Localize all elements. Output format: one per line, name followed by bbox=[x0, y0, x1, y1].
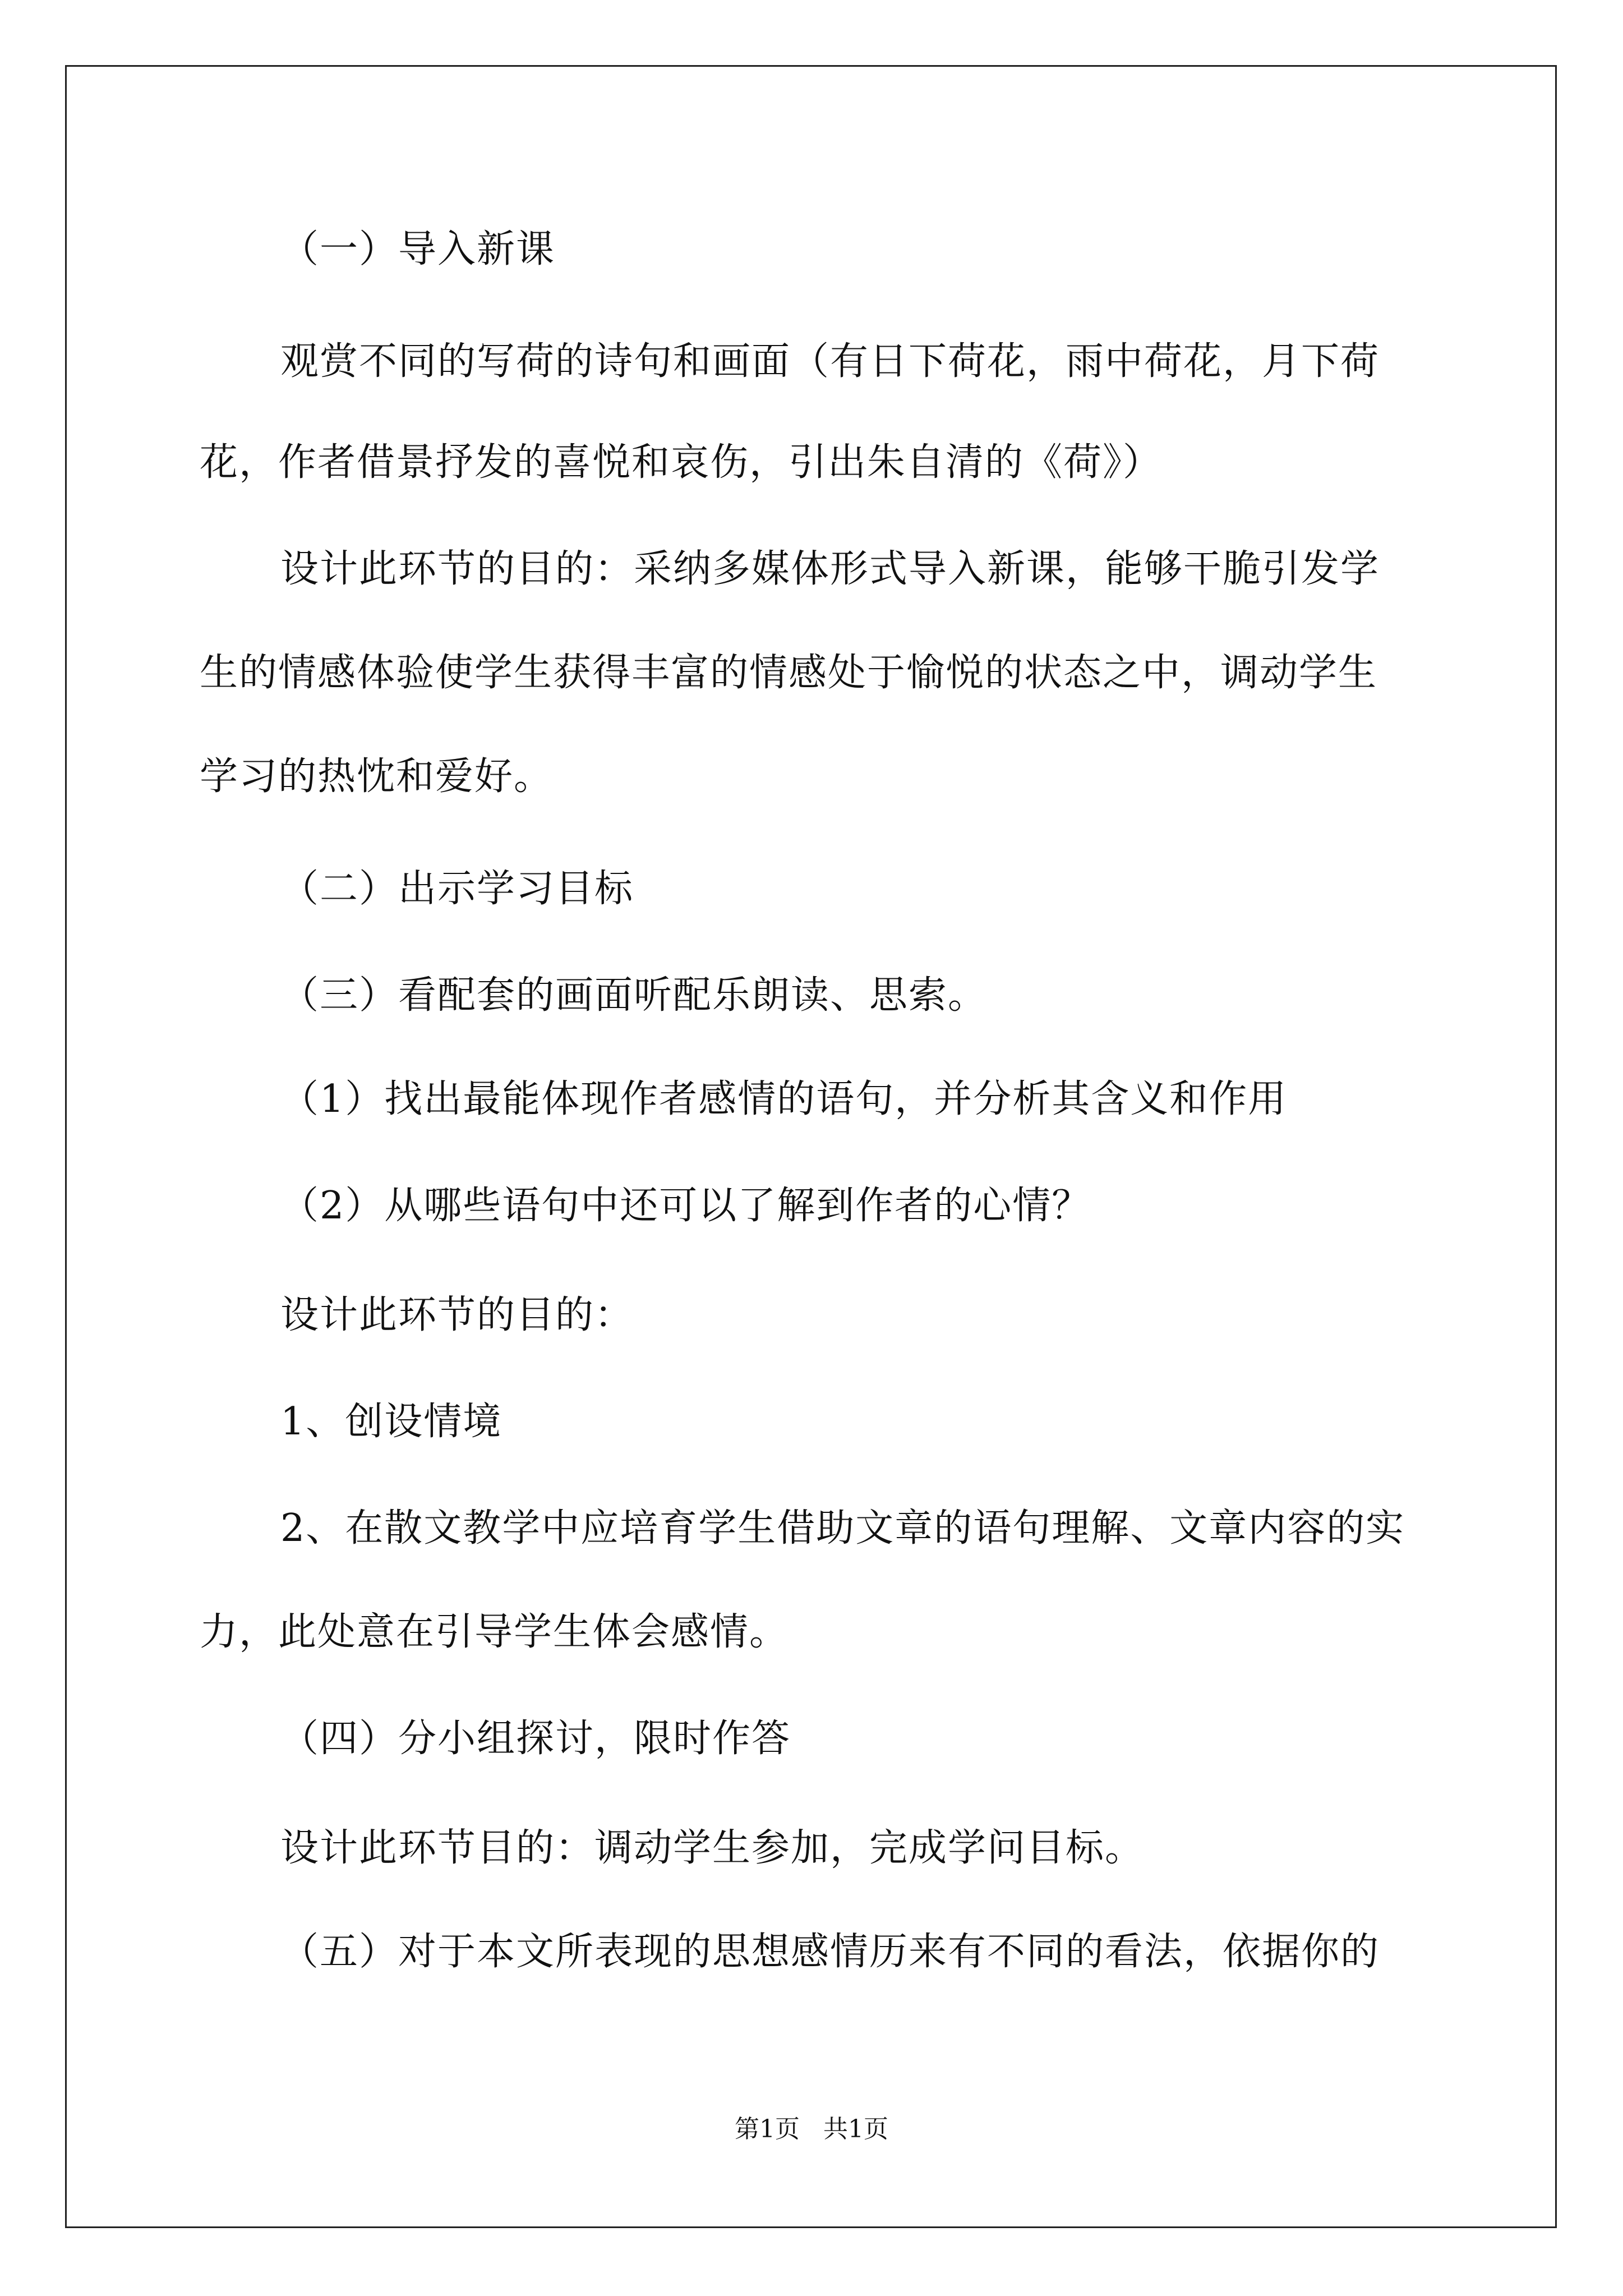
paragraph-line: 设计此环节的目的： bbox=[280, 1293, 634, 1337]
paragraph-line: 学习的热忱和爱好。 bbox=[200, 754, 554, 799]
paragraph-line: 设计此环节目的：调动学生参加，完成学问目标。 bbox=[280, 1826, 1145, 1870]
section-heading-views: （五）对于本文所表现的思想感情历来有不同的看法，依据你的 bbox=[280, 1930, 1380, 1974]
section-heading-reading: （三）看配套的画面听配乐朗读、思索。 bbox=[280, 973, 988, 1018]
section-heading-intro: （一）导入新课 bbox=[280, 227, 556, 272]
question-item: （1）找出最能体现作者感情的语句，并分析其含义和作用 bbox=[280, 1077, 1288, 1121]
page-number-footer: 第1页 共1页 bbox=[735, 2115, 888, 2143]
section-heading-goals: （二）出示学习目标 bbox=[280, 867, 634, 911]
question-item: （2）从哪些语句中还可以了解到作者的心情？ bbox=[280, 1184, 1091, 1228]
page-border bbox=[65, 65, 1557, 2228]
paragraph-line: 生的情感体验使学生获得丰富的情感处于愉悦的状态之中，调动学生 bbox=[200, 651, 1378, 695]
section-heading-discussion: （四）分小组探讨，限时作答 bbox=[280, 1717, 791, 1761]
list-item: 1、创设情境 bbox=[280, 1400, 502, 1444]
paragraph-line: 观赏不同的写荷的诗句和画面（有日下荷花，雨中荷花，月下荷 bbox=[280, 339, 1380, 384]
paragraph-line: 设计此环节的目的：采纳多媒体形式导入新课，能够干脆引发学 bbox=[280, 547, 1380, 591]
paragraph-line: 力，此处意在引导学生体会感情。 bbox=[200, 1610, 789, 1654]
list-item: 2、在散文教学中应培育学生借助文章的语句理解、文章内容的实 bbox=[280, 1506, 1405, 1550]
paragraph-line: 花，作者借景抒发的喜悦和哀伤，引出朱自清的《荷》） bbox=[200, 440, 1163, 485]
